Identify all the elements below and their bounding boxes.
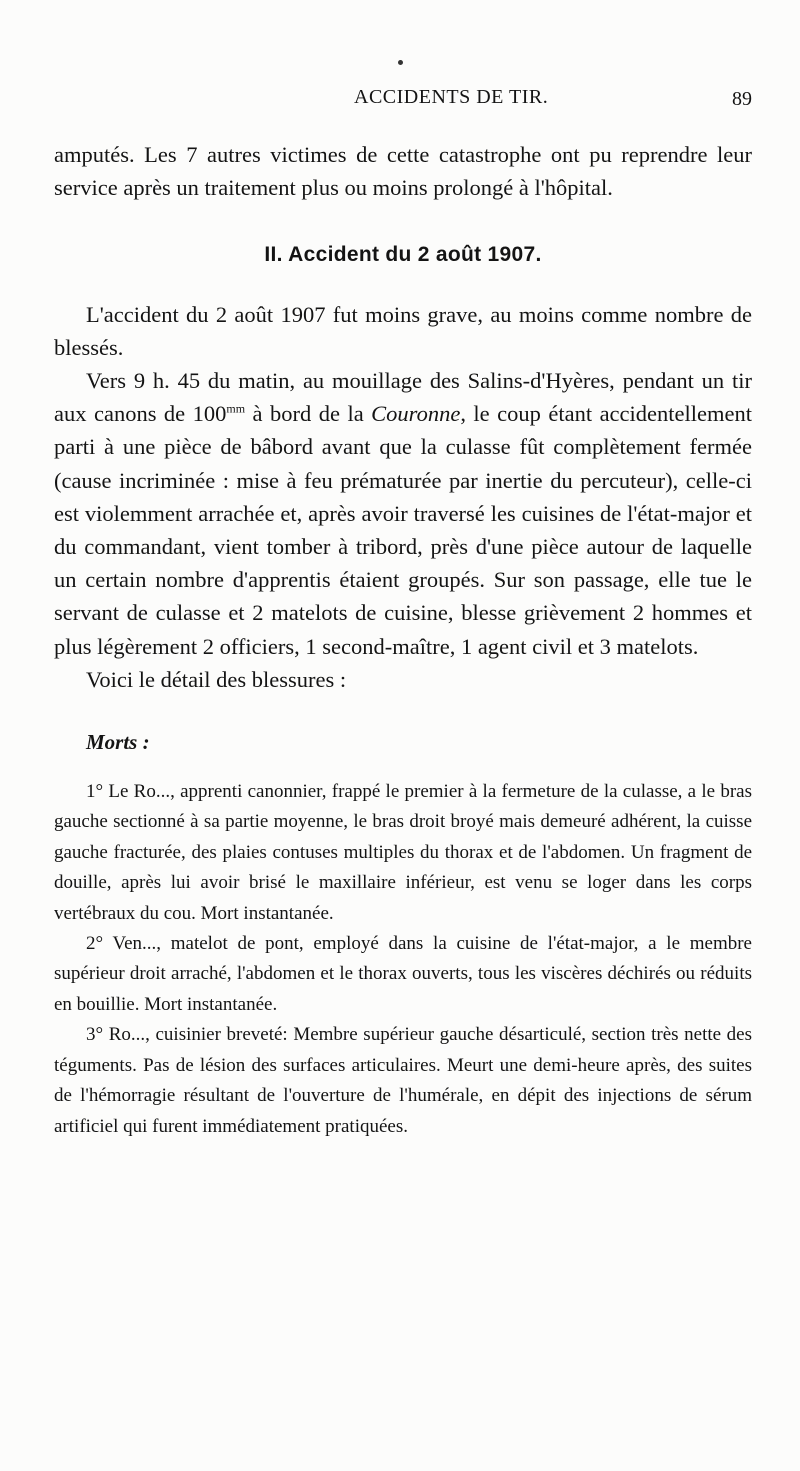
paragraph-wounds-intro: Voici le détail des blessures : [86, 666, 347, 692]
paragraph-accident-intro: L'accident du 2 août 1907 fut moins grave, au moins comme nombre de blessés. [54, 301, 752, 360]
running-title: ACCIDENTS DE TIR. [354, 86, 549, 108]
casualty-list [54, 777, 752, 1142]
paragraph-text: à bord de la [245, 401, 372, 427]
paragraph-text: Vers 9 h. 45 du matin, au mouillage des Salins-d'Hyères, pendant un tir aux canons de 100 [54, 368, 752, 427]
main-text [54, 138, 752, 696]
casualty-item-3: 3° Ro..., cuisinier breveté: Membre supérieur gauche désarticulé, section très nette des téguments. Pas de lésion des surfaces articulaires. Meurt une demi-heure après, des suites de l'hémorragie résultant de l'ouverture de l'humérale, en dépit des injections de sérum artificiel qui furent immédiatement pratiquées. [54, 1024, 752, 1137]
paragraph-text: , le coup étant accidentellement parti à une pièce de bâbord avant que la culasse fût complètement fermée (cause incriminée : mise à feu prématurée par inertie du percuteur), celle-ci est violemment arrachée et, après avoir traversé les cuisines de l'état-major et du commandant, vient tomber à tribord, près d'une pièce autour de laquelle un certain nombre d'apprentis étaient groupés. Sur son passage, elle tue le servant de culasse et 2 matelots de cuisine, blesse grièvement 2 hommes et plus légèrement 2 officiers, 1 second-maître, 1 agent civil et 3 matelots. [54, 401, 752, 659]
paragraph-accident-details [54, 364, 752, 663]
ship-name: Couronne [371, 401, 461, 427]
casualty-item-2: 2° Ven..., matelot de pont, employé dans la cuisine de l'état-major, a le membre supérieur droit arraché, l'abdomen et le thorax ouverts, tous les viscères déchirés ou réduits en bouillie. Mort instantanée. [54, 933, 752, 1015]
page-number: 89 [732, 88, 752, 110]
subheading-deaths: Morts : [86, 730, 150, 755]
unit-superscript: mm [226, 401, 246, 416]
continuation-paragraph: amputés. Les 7 autres victimes de cette catastrophe ont pu reprendre leur service après un traitement plus ou moins prolongé à l'hôpital. [54, 142, 752, 201]
section-title: II. Accident du 2 août 1907. [264, 243, 542, 267]
running-header [54, 0, 752, 138]
casualty-item-1: 1° Le Ro..., apprenti canonnier, frappé le premier à la fermeture de la culasse, a le bras gauche sectionné à sa partie moyenne, le bras droit broyé mais demeuré adhérent, la cuisse gauche fracturée, des plaies contuses multiples du thorax et de l'abdomen. Un fragment de douille, après lui avoir brisé le maxillaire inférieur, est venu se loger dans les corps vertébraux du cou. Mort instantanée. [54, 781, 752, 924]
